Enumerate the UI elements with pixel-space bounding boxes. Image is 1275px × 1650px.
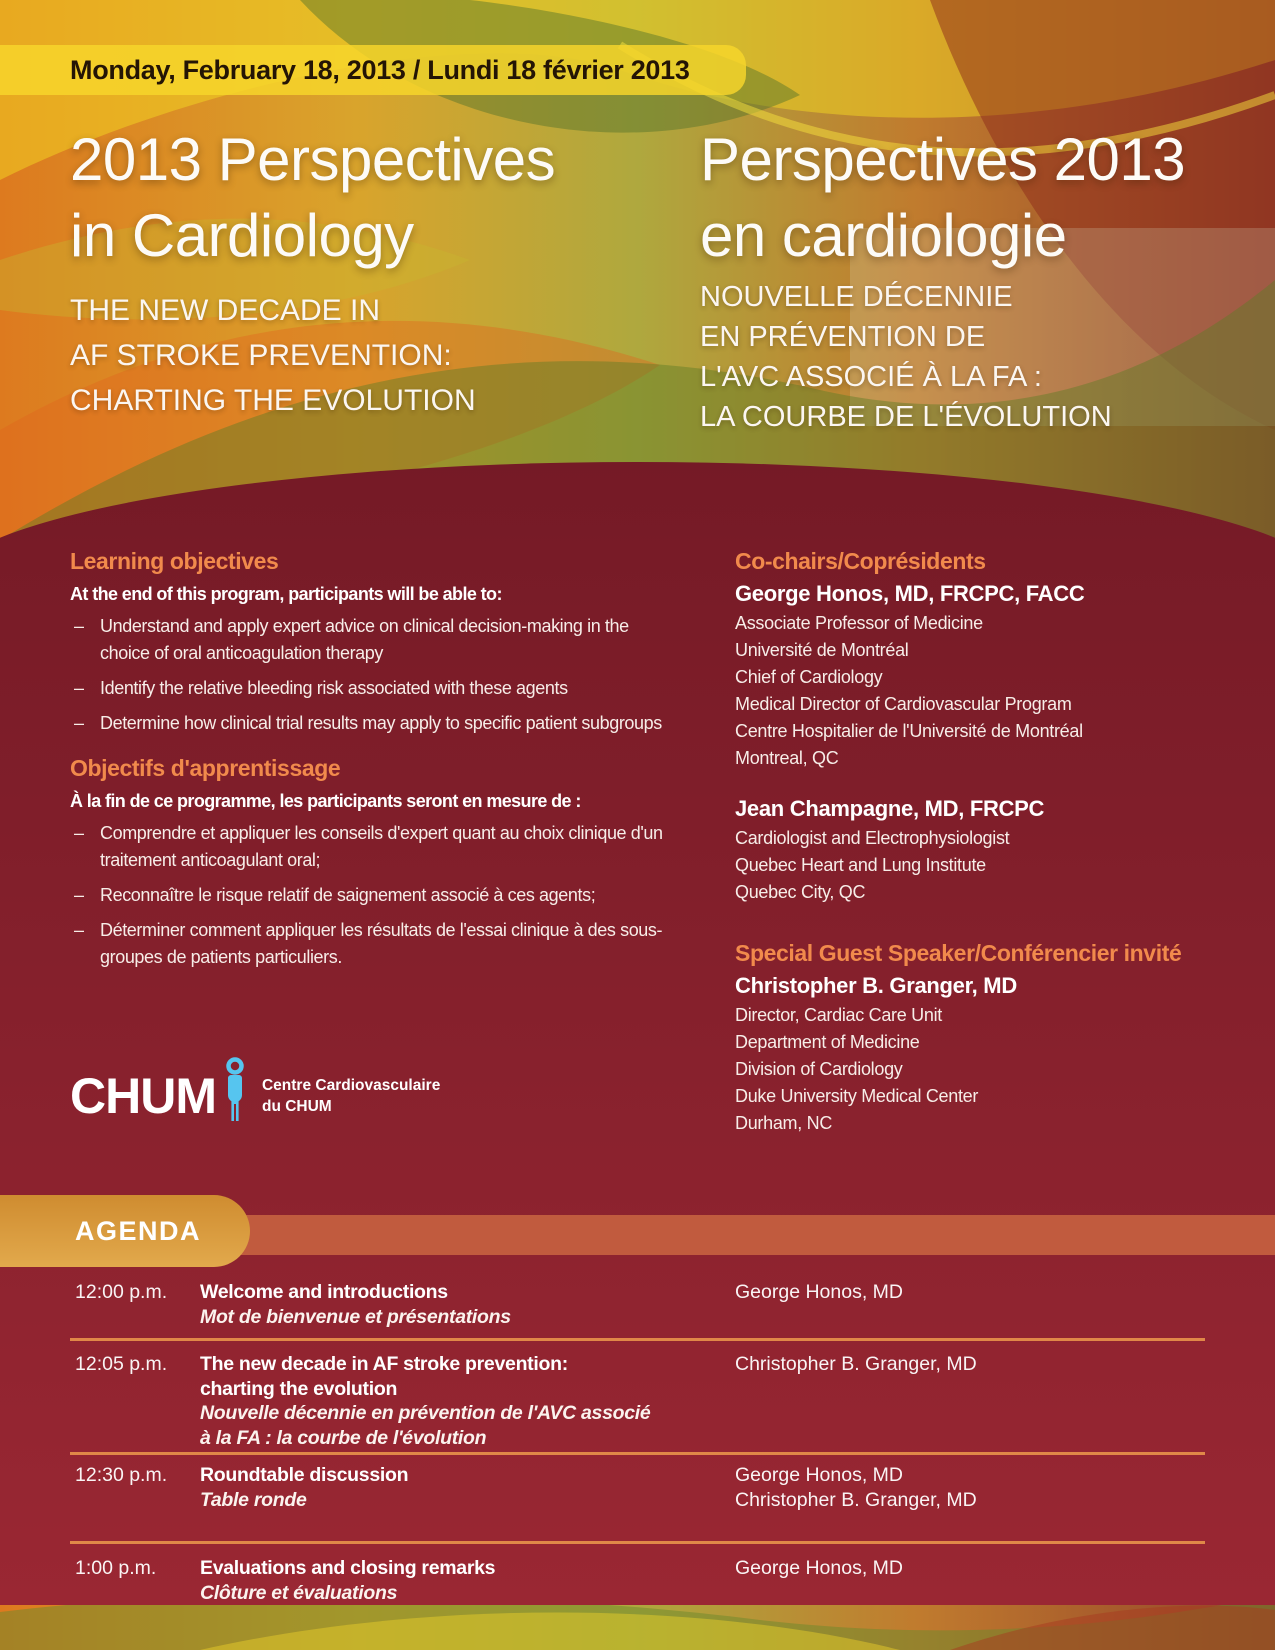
date-text: Monday, February 18, 2013 / Lundi 18 février 2013 [70, 55, 690, 85]
person-detail: Department of Medicine [735, 1032, 920, 1052]
agenda-title-en: Evaluations and closing remarks [200, 1557, 496, 1579]
agenda-session [200, 1463, 735, 1512]
subtitle-french-line: L'AVC ASSOCIÉ À LA FA : [700, 361, 1042, 393]
title-french [700, 122, 1185, 274]
co-chairs-heading: Co-chairs/Coprésidents [735, 548, 986, 574]
objectifs-heading: Objectifs d'apprentissage [70, 755, 341, 781]
special-guest-heading: Special Guest Speaker/Conférencier invité [735, 940, 1182, 966]
agenda-speakers [735, 1352, 1205, 1377]
objectifs-intro: À la fin de ce programme, les participants seront en mesure de : [70, 791, 581, 811]
subtitle-french [700, 277, 1112, 437]
agenda-speaker: George Honos, MD [735, 1557, 903, 1579]
agenda-time: 1:00 p.m. [75, 1557, 157, 1579]
learning-objectives-heading: Learning objectives [70, 548, 279, 574]
person-detail: Quebec Heart and Lung Institute [735, 855, 986, 875]
learning-objectives-list [70, 613, 670, 737]
person-detail: Chief of Cardiology [735, 667, 883, 687]
agenda-row [75, 1463, 1205, 1512]
person-name: Christopher B. Granger, MD [735, 973, 1017, 998]
agenda-time: 12:00 p.m. [75, 1281, 168, 1303]
subtitle-english-line: CHARTING THE EVOLUTION [70, 384, 476, 417]
objectifs-list [70, 820, 670, 971]
agenda-time: 12:05 p.m. [75, 1353, 168, 1375]
agenda-tab [0, 1195, 250, 1267]
person-block [735, 796, 1235, 906]
person-detail: Centre Hospitalier de l'Université de Montréal [735, 721, 1083, 741]
chum-caption-line: Centre Cardiovasculaire [261, 1077, 441, 1094]
objectives-column [70, 548, 670, 989]
subtitle-french-line: NOUVELLE DÉCENNIE [700, 281, 1013, 313]
agenda-title-fr: Nouvelle décennie en prévention de l'AVC associé [200, 1402, 651, 1424]
learning-objectives-intro: At the end of this program, participants will be able to: [70, 584, 502, 604]
chum-person-icon [221, 1057, 249, 1123]
person-detail: Division of Cardiology [735, 1059, 903, 1079]
title-english [70, 122, 555, 274]
person-detail: Cardiologist and Electrophysiologist [735, 828, 1010, 848]
subtitle-english-line: THE NEW DECADE IN [70, 294, 381, 327]
chum-caption-line: du CHUM [261, 1098, 332, 1115]
agenda-title-en: Welcome and introductions [200, 1281, 448, 1303]
agenda-session [200, 1556, 735, 1605]
agenda-speakers [735, 1463, 1205, 1512]
person-name: Jean Champagne, MD, FRCPC [735, 796, 1045, 821]
agenda-time: 12:30 p.m. [75, 1464, 168, 1486]
agenda-separator [70, 1452, 1205, 1455]
faculty-column [735, 548, 1235, 1161]
agenda-row [75, 1556, 1205, 1605]
subtitle-english [70, 288, 476, 423]
agenda-row [75, 1280, 1205, 1329]
learning-objective-item: – Understand and apply expert advice on clinical decision-making in the choice of oral anticoagulation therapy [70, 613, 670, 667]
chum-caption [262, 1075, 440, 1117]
agenda-title-fr: Table ronde [200, 1488, 307, 1511]
person-detail: Durham, NC [735, 1113, 833, 1133]
agenda-title-fr: à la FA : la courbe de l'évolution [200, 1426, 487, 1449]
subtitle-french-line: EN PRÉVENTION DE [700, 321, 986, 353]
person-name: George Honos, MD, FRCPC, FACC [735, 581, 1085, 606]
agenda-speaker: Christopher B. Granger, MD [735, 1488, 977, 1511]
objectif-item: – Comprendre et appliquer les conseils d'expert quant au choix clinique d'un traitement anticoagulant oral; [70, 820, 670, 874]
agenda-title-en: charting the evolution [200, 1377, 398, 1400]
objectif-item: – Déterminer comment appliquer les résultats de l'essai clinique à des sous-groupes de patients particuliers. [70, 917, 670, 971]
subtitle-french-line: LA COURBE DE L'ÉVOLUTION [700, 401, 1112, 433]
title-english-line2: in Cardiology [70, 202, 414, 269]
agenda-speaker: George Honos, MD [735, 1281, 903, 1303]
agenda-session [200, 1352, 735, 1450]
person-detail: Director, Cardiac Care Unit [735, 1005, 942, 1025]
person-detail: Duke University Medical Center [735, 1086, 979, 1106]
learning-objective-item: – Identify the relative bleeding risk associated with these agents [70, 675, 670, 702]
agenda-session [200, 1280, 735, 1329]
person-block [735, 581, 1235, 772]
agenda-speakers [735, 1556, 1205, 1581]
agenda-title-fr: Mot de bienvenue et présentations [200, 1305, 511, 1328]
agenda-title-fr: Clôture et évaluations [200, 1581, 398, 1604]
agenda-speakers [735, 1280, 1205, 1305]
person-block [735, 973, 1235, 1137]
person-detail: Medical Director of Cardiovascular Program [735, 694, 1072, 714]
date-banner [0, 45, 746, 95]
person-detail: Montreal, QC [735, 748, 839, 768]
chum-wordmark: CHUM [70, 1068, 216, 1124]
title-french-line1: Perspectives 2013 [700, 126, 1186, 193]
agenda-speaker: George Honos, MD [735, 1464, 903, 1486]
subtitle-english-line: AF STROKE PREVENTION: [70, 339, 452, 372]
agenda-row [75, 1352, 1205, 1450]
agenda-title-en: The new decade in AF stroke prevention: [200, 1353, 568, 1375]
person-detail: Université de Montréal [735, 640, 909, 660]
title-english-line1: 2013 Perspectives [70, 126, 556, 193]
title-french-line2: en cardiologie [700, 202, 1067, 269]
agenda-separator [70, 1338, 1205, 1341]
objectif-item: – Reconnaître le risque relatif de saignement associé à ces agents; [70, 882, 670, 909]
learning-objective-item: – Determine how clinical trial results may apply to specific patient subgroups [70, 710, 670, 737]
person-detail: Quebec City, QC [735, 882, 866, 902]
agenda-title-en: Roundtable discussion [200, 1464, 409, 1486]
chum-logo [70, 1068, 441, 1124]
person-detail: Associate Professor of Medicine [735, 613, 983, 633]
agenda-heading: AGENDA [75, 1216, 202, 1246]
agenda-speaker: Christopher B. Granger, MD [735, 1353, 977, 1375]
agenda-separator [70, 1541, 1205, 1544]
